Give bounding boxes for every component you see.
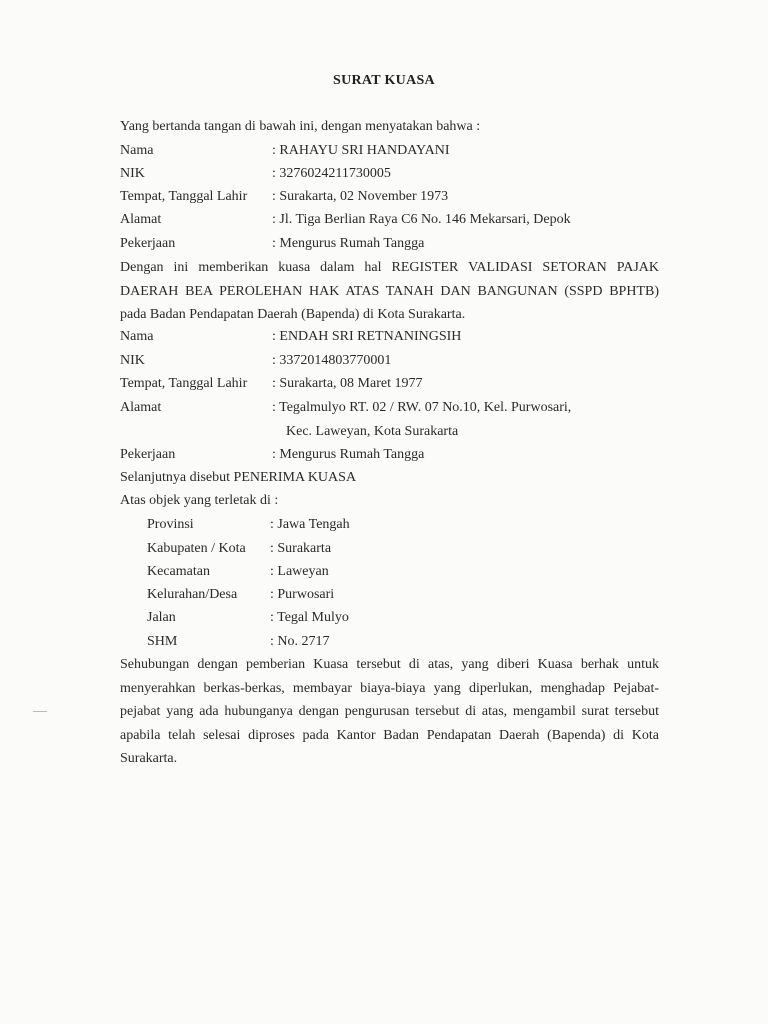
- field-value: : 3372014803770001: [272, 353, 392, 368]
- document-title: SURAT KUASA: [333, 73, 435, 88]
- margin-mark: [33, 711, 47, 712]
- field-label: NIK: [120, 353, 145, 368]
- field-value: Kec. Laweyan, Kota Surakarta: [286, 424, 459, 439]
- field-value: : ENDAH SRI RETNANINGSIH: [272, 329, 462, 344]
- grantee-alias-text: Selanjutnya disebut PENERIMA KUASA: [120, 470, 357, 485]
- paragraph-line: pejabat yang ada hubunganya dengan pengurusan tersebut di atas, mengambil surat tersebut: [120, 704, 659, 719]
- field-value: : Laweyan: [270, 564, 329, 579]
- paragraph-line: Sehubungan dengan pemberian Kuasa tersebut di atas, yang diberi Kuasa berhak untuk: [120, 657, 659, 672]
- field-label: Tempat, Tanggal Lahir: [120, 376, 248, 391]
- field-value: : Tegal Mulyo: [270, 610, 349, 625]
- paragraph-line: menyerahkan berkas-berkas, membayar biaya-biaya yang diperlukan, menghadap Pejabat-: [120, 680, 659, 696]
- field-value: : Surakarta, 08 Maret 1977: [272, 376, 423, 391]
- field-label: Kabupaten / Kota: [147, 541, 246, 556]
- field-label: Kelurahan/Desa: [147, 587, 238, 602]
- field-label: Jalan: [147, 610, 176, 625]
- field-label: Nama: [120, 329, 154, 344]
- field-label: Kecamatan: [147, 564, 210, 579]
- field-label: SHM: [147, 634, 178, 649]
- paragraph-line: DAERAH BEA PEROLEHAN HAK ATAS TANAH DAN BANGUNAN (SSPD BPHTB): [120, 283, 659, 299]
- paragraph-line: Surakarta.: [120, 751, 178, 766]
- field-value: : Purwosari: [270, 587, 335, 602]
- field-label: Alamat: [120, 212, 162, 227]
- intro-text: Yang bertanda tangan di bawah ini, dengan menyatakan bahwa :: [120, 119, 481, 134]
- field-value: : Mengurus Rumah Tangga: [272, 447, 425, 462]
- purpose-paragraph: [120, 256, 659, 327]
- field-value: : No. 2717: [270, 634, 330, 649]
- field-label: Pekerjaan: [120, 447, 176, 462]
- field-value: : 3276024211730005: [272, 166, 391, 181]
- field-value: : Jawa Tengah: [270, 517, 350, 532]
- field-label: NIK: [120, 166, 145, 181]
- field-label: Provinsi: [147, 517, 194, 532]
- paragraph-line: pada Badan Pendapatan Daerah (Bapenda) di Kota Surakarta.: [120, 307, 466, 322]
- field-value: : RAHAYU SRI HANDAYANI: [272, 143, 450, 158]
- object-intro-text: Atas objek yang terletak di :: [120, 493, 279, 508]
- field-value: : Surakarta: [270, 541, 332, 556]
- paragraph-line: Dengan ini memberikan kuasa dalam hal REGISTER VALIDASI SETORAN PAJAK: [120, 260, 659, 275]
- field-label: Alamat: [120, 400, 162, 415]
- field-value: : Jl. Tiga Berlian Raya C6 No. 146 Mekarsari, Depok: [272, 212, 571, 227]
- field-value: : Surakarta, 02 November 1973: [272, 189, 449, 204]
- closing-paragraph: [120, 653, 659, 771]
- field-label: Pekerjaan: [120, 236, 176, 251]
- field-label: Tempat, Tanggal Lahir: [120, 189, 248, 204]
- field-value: : Tegalmulyo RT. 02 / RW. 07 No.10, Kel. Purwosari,: [272, 400, 572, 415]
- field-value: : Mengurus Rumah Tangga: [272, 236, 425, 251]
- field-label: Nama: [120, 143, 154, 158]
- paragraph-line: apabila telah selesai diproses pada Kantor Badan Pendapatan Daerah (Bapenda) di Kota: [120, 727, 659, 743]
